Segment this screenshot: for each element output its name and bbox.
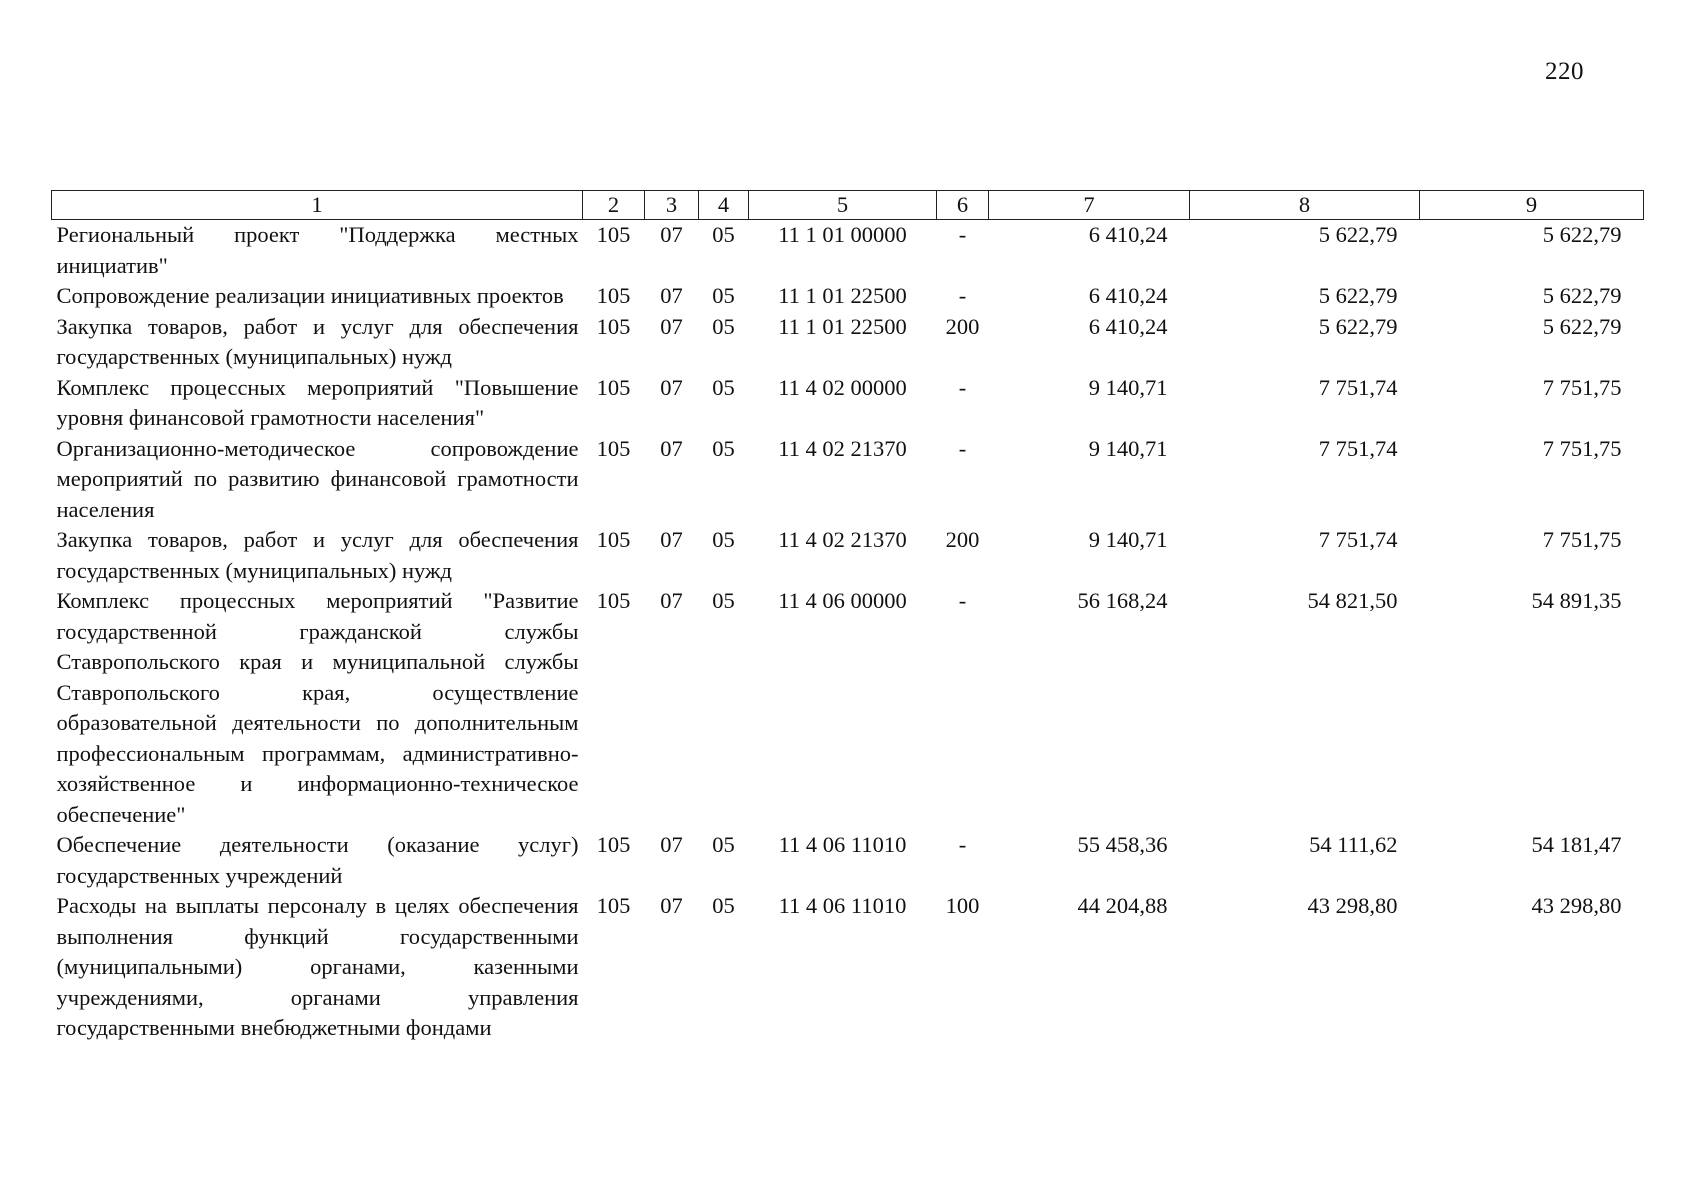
row-name-cell: Комплекс процессных мероприятий "Развитие государственной гражданской службы Ставропольского края и муниципальной службы Ставропольского края, осуществление образовательной деятельности по дополнительным профессиональным программам, административно-хозяйственное и информационно-техническое обеспечение" [56,588,579,827]
row-amount-col9: 43 298,80 [1531,893,1622,918]
row-amount-col9: 7 751,75 [1542,435,1622,461]
row-amount-col7: 55 458,36 [1077,832,1168,857]
row-ministry-code: 105 [596,222,631,247]
row-amount-col9: 5 622,79 [1542,283,1622,308]
row-expense-type: 100 [945,893,980,918]
table-row [52,830,1644,891]
table-row [52,281,1644,312]
row-amount-col9: 7 751,75 [1542,374,1622,400]
row-subsection-code: 05 [712,374,735,400]
row-ministry-code: 105 [596,283,631,308]
row-expense-type: - [958,832,967,857]
header-col-5: 5 [749,191,937,220]
row-ministry-code: 105 [596,893,631,918]
row-name-cell: Закупка товаров, работ и услуг для обеспечения государственных (муниципальных) нужд [56,527,579,583]
row-target-article: 11 4 02 21370 [778,435,907,461]
row-ministry-code: 105 [596,374,631,400]
budget-table [51,190,1644,1044]
header-col-6: 6 [937,191,989,220]
row-amount-col7: 6 410,24 [1088,313,1168,339]
row-section-code: 07 [660,435,683,461]
row-target-article: 11 4 06 11010 [778,832,907,857]
row-ministry-code: 105 [596,588,631,613]
row-section-code: 07 [660,832,683,857]
row-target-article: 11 1 01 00000 [778,222,907,247]
row-target-article: 11 4 06 11010 [778,893,907,918]
row-amount-col8: 7 751,74 [1318,374,1398,400]
table-header-row [52,191,1644,220]
row-amount-col9: 54 891,35 [1531,588,1622,613]
row-ministry-code: 105 [596,313,631,339]
row-expense-type: - [958,222,967,247]
row-name-cell: Организационно-методическое сопровождение мероприятий по развитию финансовой грамотности населения [56,435,579,522]
row-target-article: 11 4 06 00000 [778,588,907,613]
row-amount-col9: 54 181,47 [1531,832,1622,857]
row-amount-col8: 5 622,79 [1318,283,1398,308]
row-amount-col8: 43 298,80 [1307,893,1398,918]
header-col-1: 1 [52,191,583,220]
row-amount-col7: 6 410,24 [1088,283,1168,308]
row-name-cell: Региональный проект "Поддержка местных инициатив" [56,222,579,278]
header-col-2: 2 [583,191,645,220]
row-expense-type: - [958,374,967,400]
row-ministry-code: 105 [596,832,631,857]
row-target-article: 11 4 02 00000 [778,374,907,400]
row-amount-col9: 5 622,79 [1542,222,1622,247]
header-col-7: 7 [989,191,1190,220]
page-number: 220 [1545,58,1584,85]
row-amount-col7: 44 204,88 [1077,893,1168,918]
header-col-3: 3 [645,191,699,220]
row-target-article: 11 1 01 22500 [778,283,907,308]
row-amount-col7: 9 140,71 [1088,374,1168,400]
row-amount-col8: 54 111,62 [1309,832,1398,857]
row-subsection-code: 05 [712,832,735,857]
header-col-8: 8 [1190,191,1420,220]
row-section-code: 07 [660,222,683,247]
row-amount-col8: 7 751,74 [1318,435,1398,461]
row-subsection-code: 05 [712,283,735,308]
row-section-code: 07 [660,893,683,918]
row-name-cell: Обеспечение деятельности (оказание услуг) государственных учреждений [56,832,579,888]
row-expense-type: 200 [945,527,980,552]
table-row [52,312,1644,373]
row-subsection-code: 05 [712,435,735,461]
table-row [52,586,1644,830]
row-subsection-code: 05 [712,222,735,247]
row-target-article: 11 4 02 21370 [778,527,907,552]
row-name-cell: Закупка товаров, работ и услуг для обеспечения государственных (муниципальных) нужд [56,313,579,369]
row-name-cell: Комплекс процессных мероприятий "Повышение уровня финансовой грамотности населения" [56,374,579,430]
row-expense-type: 200 [945,313,980,339]
row-name-cell: Сопровождение реализации инициативных проектов [56,283,564,308]
row-subsection-code: 05 [712,588,735,613]
row-subsection-code: 05 [712,313,735,339]
row-expense-type: - [958,588,967,613]
row-expense-type: - [958,435,967,461]
table-row [52,525,1644,586]
row-amount-col9: 7 751,75 [1542,527,1622,552]
row-amount-col8: 5 622,79 [1318,222,1398,247]
row-amount-col8: 7 751,74 [1318,527,1398,552]
row-section-code: 07 [660,527,683,552]
row-ministry-code: 105 [596,527,631,552]
table-row [52,373,1644,434]
table-row [52,220,1644,282]
row-amount-col7: 9 140,71 [1088,435,1168,461]
header-col-9: 9 [1420,191,1644,220]
row-name-cell: Расходы на выплаты персоналу в целях обеспечения выполнения функций государственными (муниципальными) органами, казенными учреждениями, органами управления государственными внебюджетными фондами [56,893,579,1040]
row-amount-col7: 6 410,24 [1088,222,1168,247]
row-ministry-code: 105 [596,435,631,461]
header-col-4: 4 [699,191,749,220]
row-section-code: 07 [660,283,683,308]
table-row [52,434,1644,526]
row-amount-col8: 54 821,50 [1307,588,1398,613]
row-amount-col9: 5 622,79 [1542,313,1622,339]
row-amount-col7: 9 140,71 [1088,527,1168,552]
row-expense-type: - [958,283,967,308]
row-subsection-code: 05 [712,527,735,552]
row-section-code: 07 [660,374,683,400]
row-target-article: 11 1 01 22500 [778,313,907,339]
row-section-code: 07 [660,313,683,339]
row-subsection-code: 05 [712,893,735,918]
table-row [52,891,1644,1044]
row-amount-col8: 5 622,79 [1318,313,1398,339]
row-section-code: 07 [660,588,683,613]
row-amount-col7: 56 168,24 [1077,588,1168,613]
